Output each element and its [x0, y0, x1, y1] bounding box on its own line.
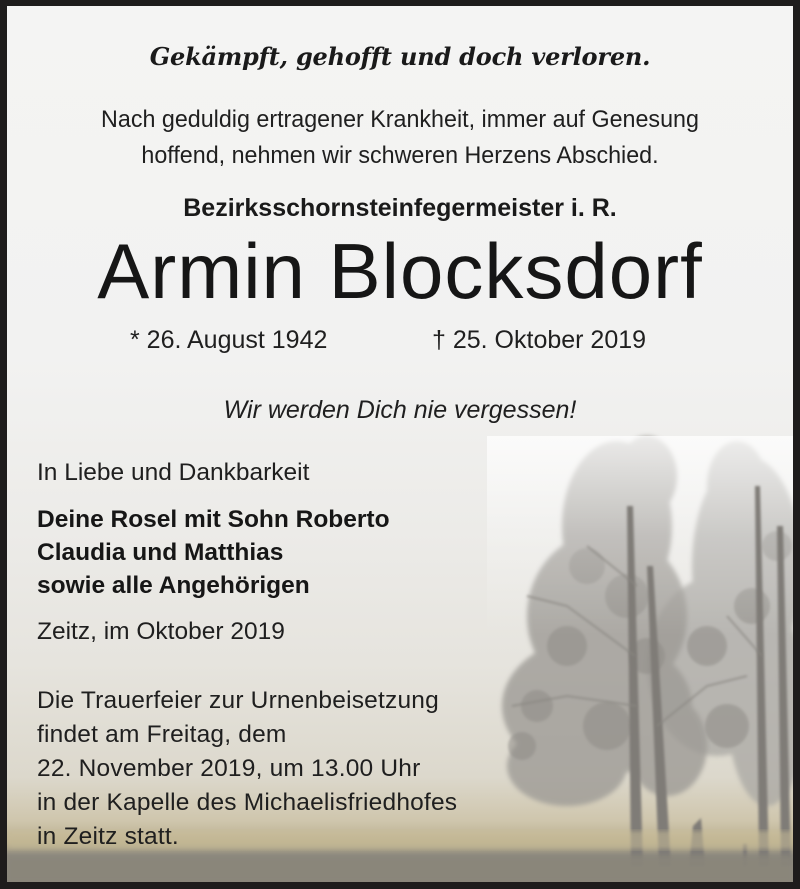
- deceased-title: Bezirksschornsteinfegermeister i. R.: [183, 194, 617, 222]
- obituary-notice: [7, 6, 793, 882]
- deceased-name: Armin Blocksdorf: [97, 227, 703, 315]
- service-line: Die Trauerfeier zur Urnenbeisetzung: [37, 687, 439, 714]
- birth-date: * 26. August 1942: [130, 326, 328, 354]
- service-line: findet am Freitag, dem: [37, 721, 287, 748]
- service-line: in Zeitz statt.: [37, 823, 179, 850]
- death-date: † 25. Oktober 2019: [432, 326, 647, 354]
- dedication-text: In Liebe und Dankbarkeit: [37, 459, 310, 486]
- motto-heading: Gekämpft, gehofft und doch verloren.: [149, 42, 651, 71]
- place-date: Zeitz, im Oktober 2019: [37, 618, 285, 645]
- service-info: [37, 684, 457, 854]
- mourner-line: Claudia und Matthias: [37, 539, 284, 566]
- intro-line: hoffend, nehmen wir schweren Herzens Abschied.: [141, 142, 659, 169]
- service-line: 22. November 2019, um 13.00 Uhr: [37, 755, 421, 782]
- farewell-text: Wir werden Dich nie vergessen!: [223, 396, 577, 424]
- intro-line: Nach geduldig ertragener Krankheit, immer auf Genesung: [101, 106, 699, 133]
- mourner-line: Deine Rosel mit Sohn Roberto: [37, 506, 390, 533]
- intro-text: [19, 102, 781, 174]
- mourners-list: [37, 503, 390, 602]
- service-line: in der Kapelle des Michaelisfriedhofes: [37, 789, 458, 816]
- mourner-line: sowie alle Angehörigen: [37, 572, 310, 599]
